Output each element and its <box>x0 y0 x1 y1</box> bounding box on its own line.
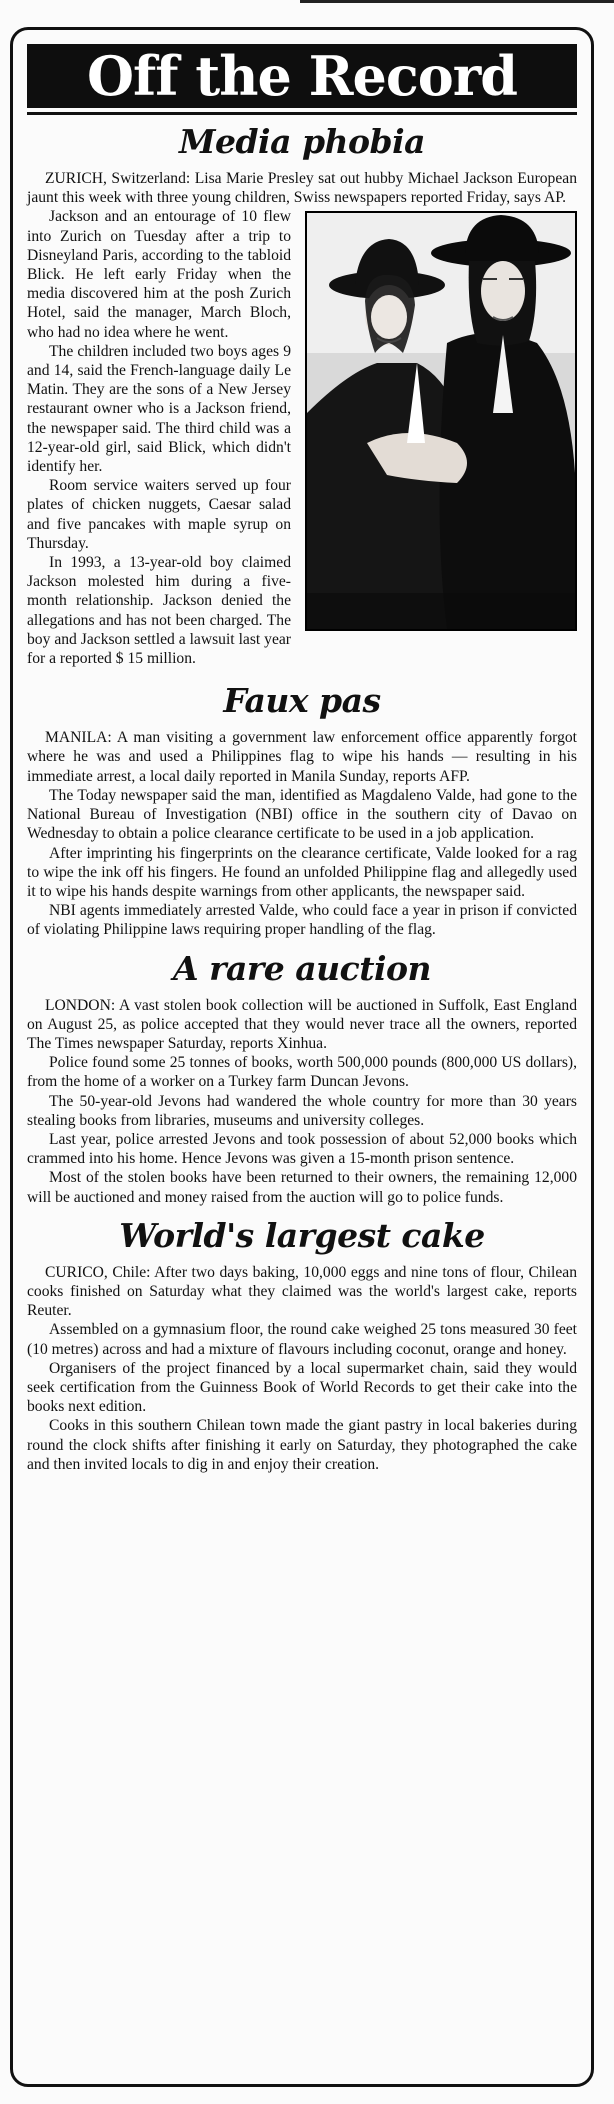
article-paragraph: Last year, police arrested Jevons and took possession of about 52,000 books which crammed into his home. Hence Jevons was given a 15-month prison sentence. <box>27 1130 577 1168</box>
article-rare-auction <box>27 950 577 1207</box>
masthead-title: Off the Record <box>27 44 577 108</box>
article-paragraph: Jackson and an entourage of 10 flew into Zurich on Tuesday after a trip to Disneyland Paris, according to the tabloid Blick. He left early Friday when the media discovered him at the posh Zurich Hotel, said the manager, March Bloch, who had no idea where he went. <box>27 208 291 341</box>
article-paragraph: Assembled on a gymnasium floor, the round cake weighed 25 tons measured 30 feet (10 metres) across and had a mixture of flavours including coconut, orange and honey. <box>27 1321 577 1358</box>
article-headline: Media phobia <box>178 122 426 161</box>
article-paragraph: MANILA: A man visiting a government law enforcement office apparently forgot where he was and used a Philippines flag to wipe his hands — resulting in his immediate arrest, a local daily reported in Manila Sunday, reports AFP. <box>27 729 577 785</box>
masthead-rule <box>27 112 577 115</box>
article-paragraph: The Today newspaper said the man, identified as Magdaleno Valde, had gone to the National Bureau of Investigation (NBI) office in the southern city of Davao on Wednesday to obtain a police clearance certificate to be used in a job application. <box>27 786 577 843</box>
article-paragraph: Organisers of the project financed by a local supermarket chain, said they would seek certification from the Guinness Book of World Records to get their cake into the books next edition. <box>27 1359 577 1416</box>
article-paragraph: CURICO, Chile: After two days baking, 10,000 eggs and nine tons of flour, Chilean cooks finished on Saturday what they claimed was the world's largest cake, reports Reuter. <box>27 1263 577 1320</box>
article-paragraph: ZURICH, Switzerland: Lisa Marie Presley sat out hubby Michael Jackson European jaunt this week with three young children, Swiss newspapers reported Friday, says AP. <box>27 170 577 207</box>
news-photo <box>305 211 577 631</box>
couple-photo-illustration <box>307 213 575 629</box>
article-worlds-largest-cake <box>27 1217 577 1474</box>
article-headline: A rare auction <box>173 948 431 988</box>
article-paragraph: In 1993, a 13-year-old boy claimed Jackson molested him during a five-month relationship. Jackson denied the allegations and has not been charged. The boy and Jackson settled a lawsuit last year for a reported $ 15 million. <box>27 554 291 668</box>
article-paragraph: Police found some 25 tonnes of books, worth 500,000 pounds (800,000 US dollars), from the home of a worker on a Turkey farm Duncan Jevons. <box>27 1054 577 1091</box>
article-paragraph: The children included two boys ages 9 and 14, said the French-language daily Le Matin. They are the sons of a New Jersey restaurant owner who is a Jackson friend, the newspaper said. The third child was a 12-year-old girl, said Blick, which didn't identify her. <box>27 342 291 476</box>
article-paragraph: The 50-year-old Jevons had wandered the whole country for more than 30 years stealing books from libraries, museums and university colleges. <box>27 1092 577 1129</box>
page-top-rule <box>300 0 614 3</box>
article-media-phobia <box>27 123 577 668</box>
article-frame <box>10 27 594 2087</box>
article-headline: Faux pas <box>223 681 381 721</box>
article-paragraph: Cooks in this southern Chilean town made the giant pastry in local bakeries during round the clock shifts after finishing it early on Saturday, they photographed the cake and then invited locals to dig in and enjoy their creation. <box>27 1417 577 1473</box>
article-paragraph: Room service waiters served up four plates of chicken nuggets, Caesar salad and five pancakes with maple syrup on Thursday. <box>27 477 291 552</box>
article-paragraph: NBI agents immediately arrested Valde, who could face a year in prison if convicted of violating Philippine laws requiring proper handling of the flag. <box>27 902 577 939</box>
article-paragraph: Most of the stolen books have been returned to their owners, the remaining 12,000 will be auctioned and money raised from the auction will go to police funds. <box>27 1169 577 1206</box>
article-faux-pas <box>27 682 577 939</box>
article-paragraph: LONDON: A vast stolen book collection will be auctioned in Suffolk, East England on August 25, as police accepted that they would never trace all the owners, reported The Times newspaper Saturday, reports Xinhua. <box>27 996 577 1052</box>
article-headline: World's largest cake <box>119 1215 485 1255</box>
article-paragraph: After imprinting his fingerprints on the clearance certificate, Valde looked for a rag to wipe the ink off his fingers. He found an unfolded Philippine flag and allegedly used it to wipe his hands despite warnings from other applicants, the newspaper said. <box>27 844 577 900</box>
